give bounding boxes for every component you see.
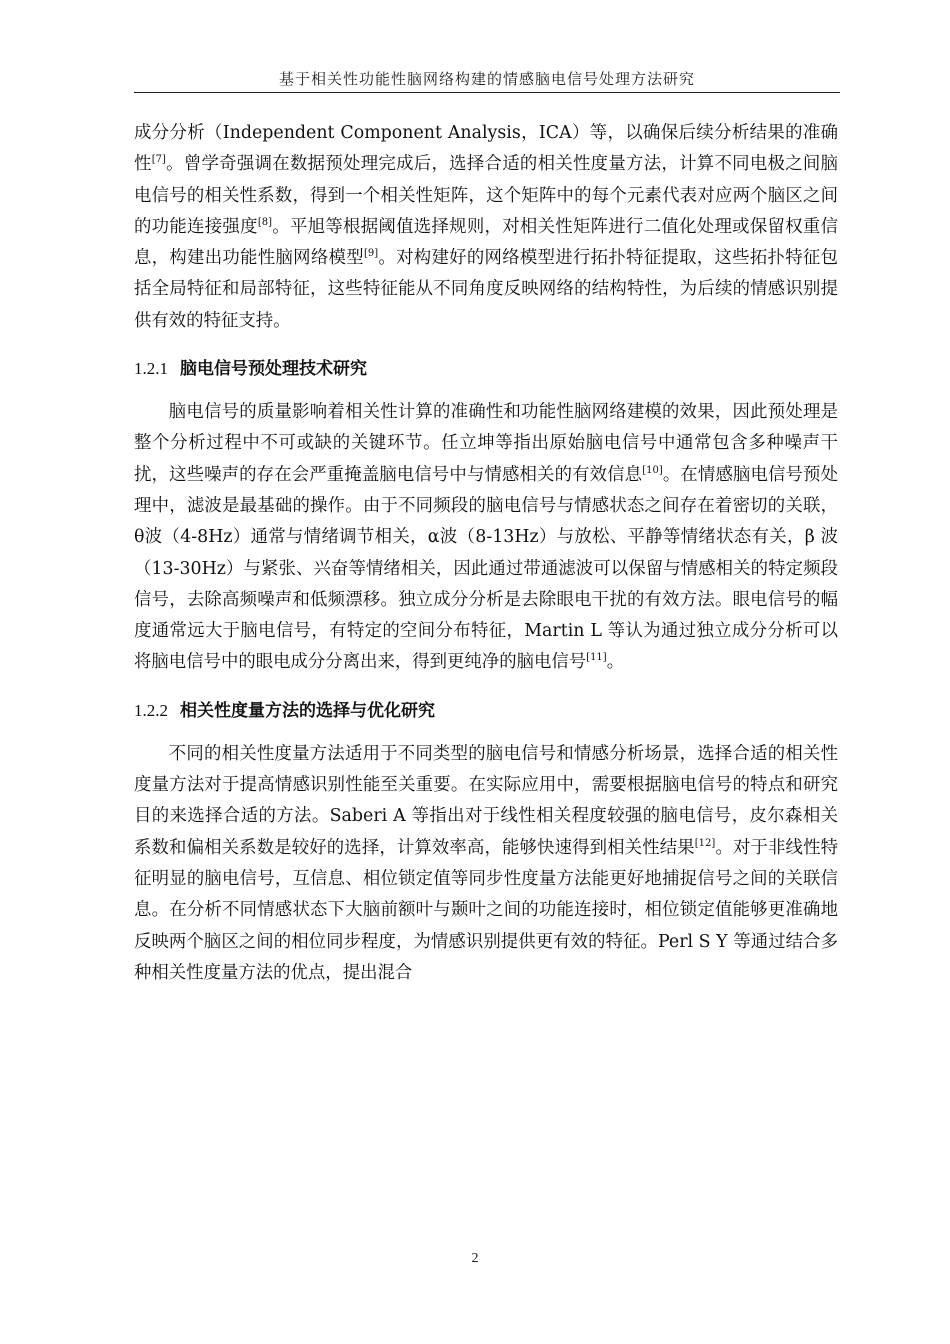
section-title: 相关性度量方法的选择与优化研究 [180,700,435,721]
text-run: 。对构建好的网络模型进行拓扑特征提取，这些拓扑特征包括全局特征和局部特征，这些特征能从不同角度反映网络的结构特性，为后续的情感识别提供有效的特征支持。 [134,248,838,331]
citation-ref: [9] [363,248,379,260]
citation-ref: [8] [257,217,272,229]
text-run: 脑电信号的质量影响着相关性计算的准确性和功能性脑网络建模的效果，因此预处理是整个分析过程中不可或缺的关键环节。任立坤等指出原始脑电信号中通常包含多种噪声干扰，这些噪声的存在会严重掩盖脑电信号中与情感相关的有效信息 [134,402,838,485]
section-title: 脑电信号预处理技术研究 [180,359,367,380]
page-number: 2 [471,1251,479,1266]
section-heading-1-2-1 [134,353,838,385]
citation-ref: [12] [694,837,716,849]
paragraph-continued [134,118,838,337]
text-run: 。曾学奇强调在数据预处理完成后，选择合适的相关性度量方法，计算不同电极之间脑电信号的相关性系数，得到一个相关性矩阵，这个矩阵中的每个元素代表对应两个脑区之间的功能连接强度 [134,154,838,237]
section-heading-1-2-2 [134,695,838,727]
citation-ref: [11] [586,652,607,664]
text-run: 。 [606,652,625,673]
running-header: 基于相关性功能性脑网络构建的情感脑电信号处理方法研究 [278,70,695,88]
text-run: 。在情感脑电信号预处理中，滤波是最基础的操作。由于不同频段的脑电信号与情感状态之间存在着密切的关联，θ波（4-8Hz）通常与情绪调节相关，α波（8-13Hz）与放松、平静等情绪状态有关，β 波（13-30Hz）与紧张、兴奋等情绪相关，因此通过带通滤波可以保留与情感相关的特定频段信号，去除高频噪声和低频漂移。独立成分分析是去除眼电干扰的有效方法。眼电信号的幅度通常远大于脑电信号，有特定的空间分布特征，Martin L 等认为通过独立成分分析可以将脑电信号中的眼电成分分离出来，得到更纯净的脑电信号 [134,464,838,673]
page-body [134,118,838,989]
citation-ref: [10] [642,464,663,476]
section-number: 1.2.1 [134,359,168,379]
text-run: 。对于非线性特征明显的脑电信号，互信息、相位锁定值等同步性度量方法能更好地捕捉信号之间的关联信息。在分析不同情感状态下大脑前额叶与颞叶之间的功能连接时，相位锁定值能够更准确地反映两个脑区之间的相位同步程度，为情感识别提供更有效的特征。Perl S Y 等通过结合多种相关性度量方法的优点，提出混合 [134,837,838,983]
text-run: 成分分析（Independent Component Analysis，ICA）等，以确保后续分析结果的准确性 [134,123,838,175]
section-number: 1.2.2 [134,700,168,720]
text-run: 不同的相关性度量方法适用于不同类型的脑电信号和情感分析场景，选择合适的相关性度量方法对于提高情感识别性能至关重要。在实际应用中，需要根据脑电信号的特点和研究目的来选择合适的方法。Saberi A 等指出对于线性相关程度较强的脑电信号，皮尔森相关系数和偏相关系数是较好的选择，计算效率高，能够快速得到相关性结果 [134,743,838,858]
paragraph-preprocessing [134,397,838,679]
paragraph-correlation-methods [134,739,838,989]
citation-ref: [7] [151,154,166,166]
header-rule [134,92,840,93]
text-run: 。平旭等根据阈值选择规则，对相关性矩阵进行二值化处理或保留权重信息，构建出功能性脑网络模型 [134,216,838,269]
